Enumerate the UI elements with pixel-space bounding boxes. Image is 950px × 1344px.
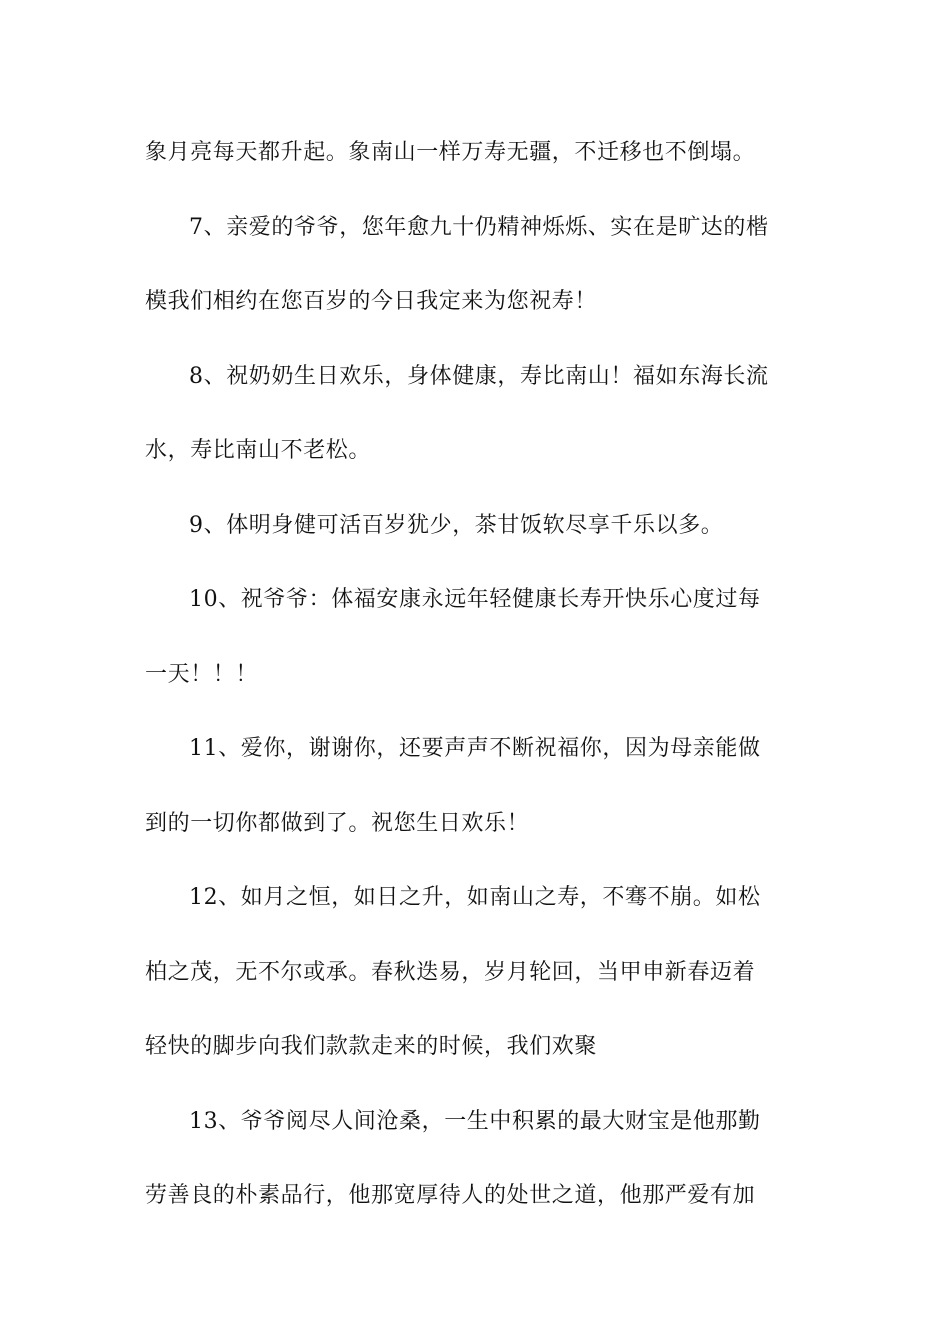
text-line: 13、爷爷阅尽人间沧桑，一生中积累的最大财宝是他那勤 [189,1108,761,1134]
text-line: 劳善良的朴素品行，他那宽厚待人的处世之道，他那严爱有加 [145,1183,756,1208]
text-line: 柏之茂，无不尔或承。春秋迭易，岁月轮回，当甲申新春迈着 [145,959,756,985]
text-line: 一天！！！ [145,661,259,687]
text-line: 8、祝奶奶生日欢乐，身体健康，寿比南山！福如东海长流 [189,363,769,389]
text-line: 到的一切你都做到了。祝您生日欢乐！ [145,810,530,836]
text-line: 模我们相约在您百岁的今日我定来为您祝寿！ [145,289,598,314]
text-line: 轻快的脚步向我们款款走来的时候，我们欢聚 [145,1034,598,1059]
document-body [145,124,805,1242]
text-line: 11、爱你，谢谢你，还要声声不断祝福你，因为母亲能做 [189,736,761,761]
text-line: 12、如月之恒，如日之升，如南山之寿，不骞不崩。如松 [189,885,761,910]
text-line: 水，寿比南山不老松。 [145,438,372,463]
text-line: 象月亮每天都升起。象南山一样万寿无疆，不迁移也不倒塌。 [145,140,756,165]
text-line: 9、体明身健可活百岁犹少，茶甘饭软尽享千乐以多。 [189,512,724,538]
text-line: 10、祝爷爷：体福安康永远年轻健康长寿开快乐心度过每 [189,587,761,612]
text-line: 7、亲爱的爷爷，您年愈九十仍精神烁烁、实在是旷达的楷 [189,214,769,240]
